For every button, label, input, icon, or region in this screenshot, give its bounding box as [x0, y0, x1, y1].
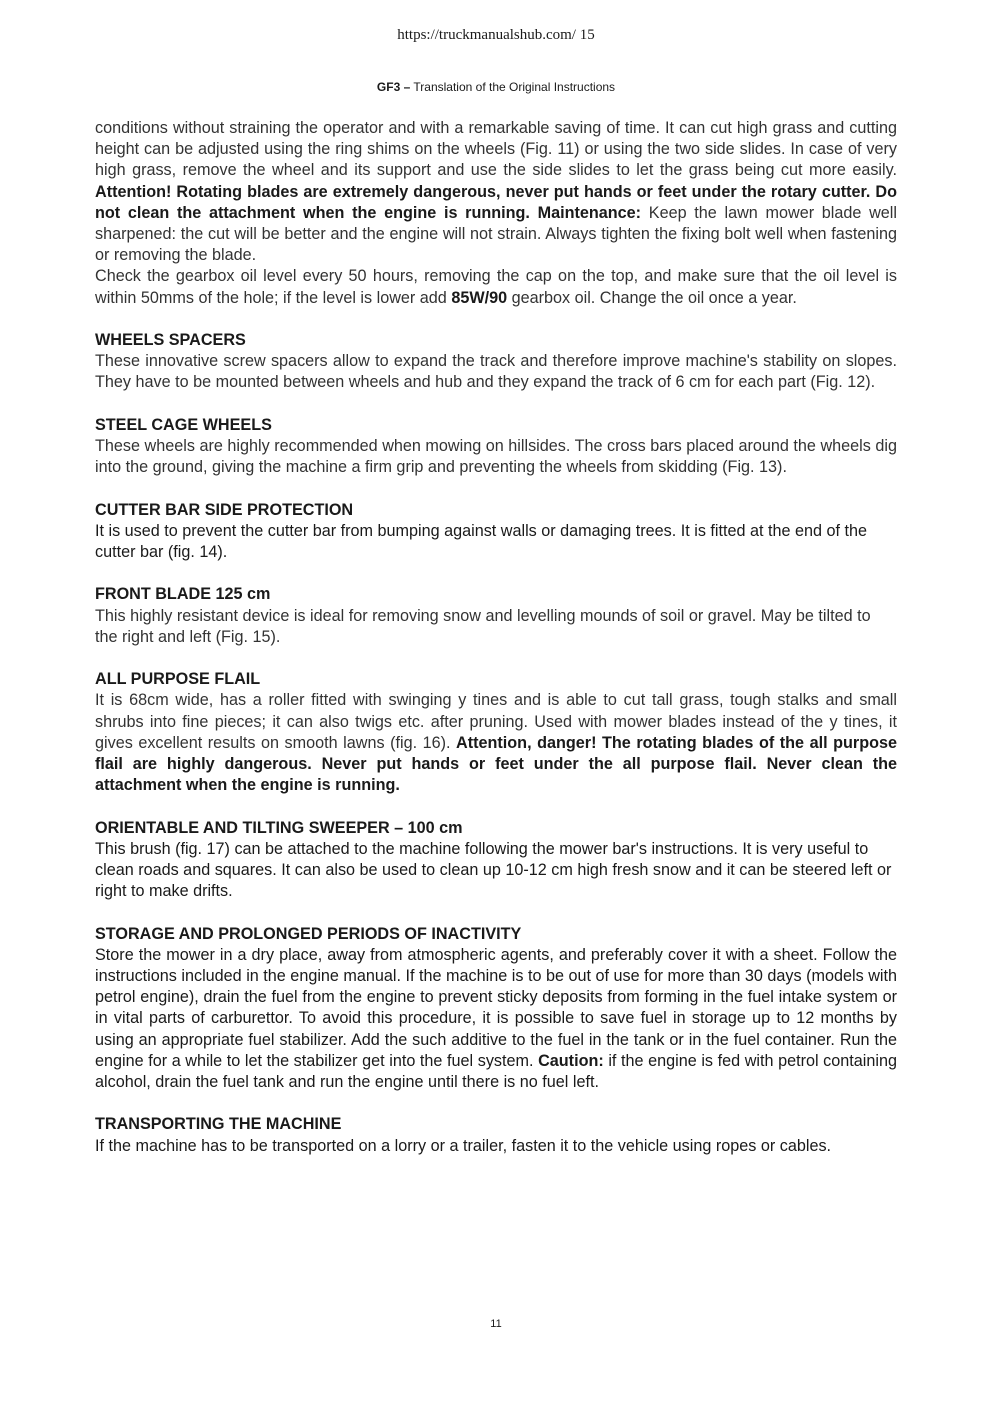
gearbox-text: Check the gearbox oil level every 50 hours, removing the cap on the top, and make sure that the oil level is within 50mms of the hole; if the level is lower add	[95, 267, 897, 307]
section-title: STORAGE AND PROLONGED PERIODS OF INACTIVITY	[95, 924, 522, 943]
section-storage	[95, 924, 897, 1094]
section-text: It is used to prevent the cutter bar from bumping against walls or damaging trees. It is fitted at the end of the cutter bar (fig. 14).	[95, 521, 868, 562]
section-sweeper	[95, 818, 897, 903]
flail-warning: Attention, danger! The rotating blades of the all purpose flail are highly dangerous. Never put hands or feet under the all purpose flail. Never clean the attachment when the engine is running.	[95, 733, 897, 795]
section-text: If the machine has to be transported on a lorry or a trailer, fasten it to the vehicle using ropes or cables.	[95, 1136, 832, 1155]
storage-text: Store the mower in a dry place, away from atmospheric agents, and preferably cover it with a sheet. Follow the instructions included in the engine manual. If the machine is to be out of use for more than 30 days (models with petrol engine), drain the fuel from the engine to prevent sticky deposits from forming in the fuel intake system or in vital parts of carburettor. To avoid this procedure, it is possible to save fuel in storage up to 12 months by using an appropriate fuel stabilizer. Add the such additive to the fuel in the tank or in the fuel container. Run the engine for a while to let the stabilizer get into the fuel system.	[95, 945, 897, 1070]
intro-text: conditions without straining the operator and with a remarkable saving of time. It can cut high grass and cutting height can be adjusted using the ring shims on the wheels (Fig. 11) or using the two side slides. In case of very high grass, remove the wheel and its support and use the side slides to let the grass being cut more easily.	[95, 119, 897, 180]
section-title: ALL PURPOSE FLAIL	[95, 670, 261, 689]
section-text: This highly resistant device is ideal for removing snow and levelling mounds of soil or gravel. May be tilted to the right and left (Fig. 15).	[95, 606, 871, 646]
caution-label: Caution:	[538, 1051, 604, 1070]
section-title: ORIENTABLE AND TILTING SWEEPER – 100 cm	[95, 818, 463, 837]
source-url: https://truckmanualshub.com/ 15	[397, 27, 595, 43]
document-code: GF3 –	[376, 80, 411, 94]
maintenance-text: Keep the lawn mower blade well sharpened: the cut will be better and the engine will not strain. Always tighten the fixing bolt well when fastening or removing the blade.	[95, 203, 897, 265]
intro-paragraph	[95, 118, 897, 266]
section-text: These innovative screw spacers allow to expand the track and therefore improve machine's stability on slopes. They have to be mounted between wheels and hub and they expand the track of 6 cm for each part (Fig. 12).	[95, 352, 897, 392]
section-title: STEEL CAGE WHEELS	[95, 415, 272, 434]
section-text	[95, 945, 897, 1093]
document-title: Translation of the Original Instructions	[410, 80, 616, 94]
section-steel-cage-wheels	[95, 415, 897, 479]
section-title: TRANSPORTING THE MACHINE	[95, 1115, 342, 1134]
section-title: CUTTER BAR SIDE PROTECTION	[95, 500, 354, 519]
section-cutter-bar-protection	[95, 500, 897, 564]
section-text: These wheels are highly recommended when mowing on hillsides. The cross bars placed around the wheels dig into the ground, giving the machine a firm grip and preventing the wheels from skidding (Fig. 13).	[95, 437, 897, 477]
section-transport	[95, 1114, 897, 1156]
section-wheel-spacers	[95, 330, 897, 394]
storage-caution-text: if the engine is fed with petrol containing alcohol, drain the fuel tank and run the engine until there is no fuel left.	[95, 1051, 897, 1092]
section-front-blade	[95, 584, 897, 648]
gearbox-paragraph	[95, 266, 897, 308]
section-all-purpose-flail	[95, 669, 897, 796]
section-title: WHEELS SPACERS	[95, 331, 246, 350]
section-text: This brush (fig. 17) can be attached to the machine following the mower bar's instructions. It is very useful to clean roads and squares. It can also be used to clean up 10-12 cm high fresh snow and it can be steered left or right to make drifts.	[95, 839, 892, 901]
oil-grade: 85W/90	[451, 288, 508, 307]
page-content	[95, 118, 897, 1157]
gearbox-text-end: gearbox oil. Change the oil once a year.	[507, 288, 797, 307]
document-header	[0, 80, 992, 94]
safety-warning: Attention! Rotating blades are extremely dangerous, never put hands or feet under the rotary cutter. Do not clean the attachment when the engine is running. Maintenance:	[95, 182, 897, 222]
section-title: FRONT BLADE 125 cm	[95, 585, 271, 604]
flail-description: It is 68cm wide, has a roller fitted with swinging y tines and is able to cut tall grass, tough stalks and small shrubs into fine pieces; it can also twigs etc. after pruning. Used with mower blades instead of the y tines, it gives excellent results on smooth lawns (fig. 16).	[95, 691, 897, 752]
section-text	[95, 690, 897, 796]
page-number: 11	[490, 1318, 502, 1330]
